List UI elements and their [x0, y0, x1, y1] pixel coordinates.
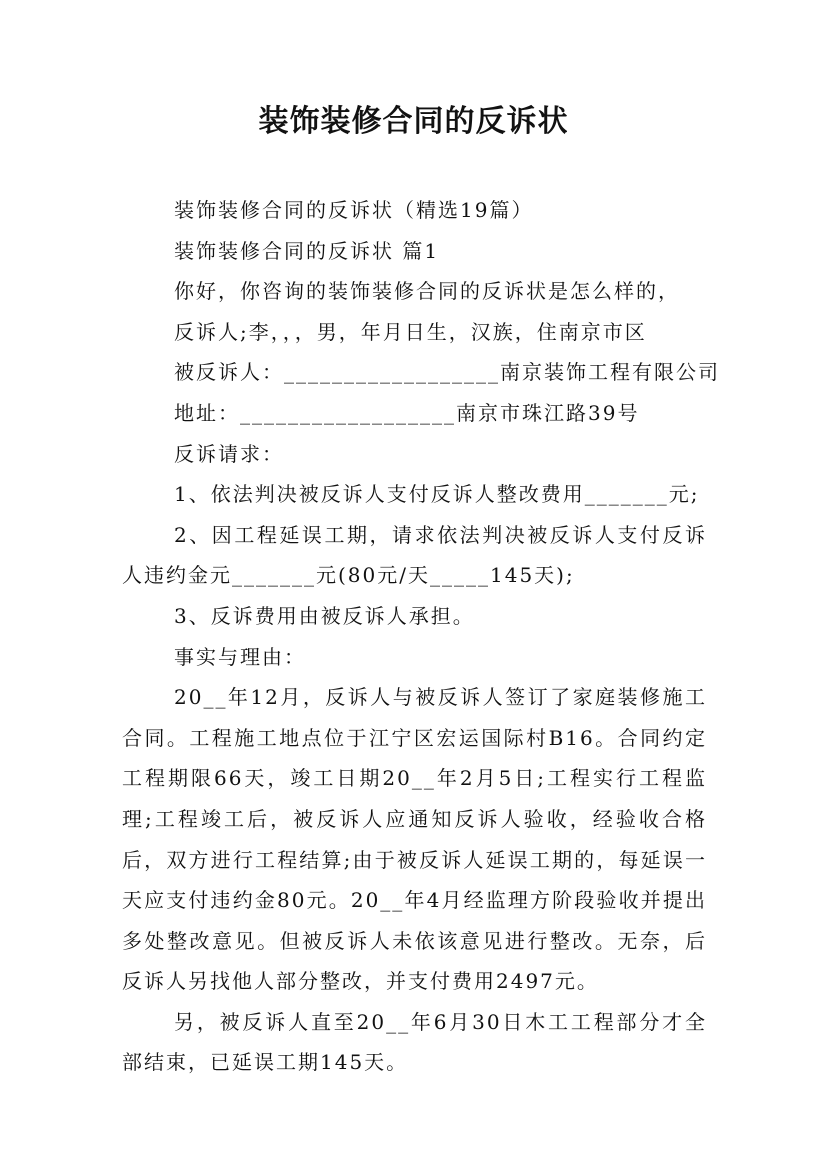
- additional-facts-paragraph: 另，被反诉人直至20__年6月30日木工工程部分才全部结束，已延误工期145天。: [122, 1009, 707, 1075]
- document-title: 装饰装修合同的反诉状: [258, 104, 569, 139]
- section-heading: 装饰装修合同的反诉状 篇1: [174, 238, 440, 263]
- counterclaimant-info: 反诉人;李，，，男，年月日生，汉族，住南京市区: [174, 319, 647, 344]
- claim-item-1: 1、依法判决被反诉人支付反诉人整改费用_______元;: [174, 482, 700, 507]
- claims-heading: 反诉请求：: [174, 441, 284, 466]
- respondent-info: 被反诉人：__________________南京装饰工程有限公司: [174, 360, 720, 385]
- claim-item-3: 3、反诉费用由被反诉人承担。: [174, 603, 475, 628]
- claim-item-2: 2、因工程延误工期，请求依法判决被反诉人支付反诉人违约金元_______元(80元/天_____145天);: [122, 522, 707, 588]
- document-body: [122, 190, 720, 1083]
- greeting-paragraph: 你好，你咨询的装饰装修合同的反诉状是怎么样的，: [174, 279, 680, 304]
- facts-paragraph: 20__年12月，反诉人与被反诉人签订了家庭装修施工合同。工程施工地点位于江宁区宏运国际村B16。合同约定工程期限66天，竣工日期20__年2月5日;工程实行工程监理;工程竣工后，被反诉人应通知反诉人验收，经验收合格后，双方进行工程结算;由于被反诉人延误工期的，每延误一天应支付违约金80元。20__年4月经监理方阶段验收并提出多处整改意见。但被反诉人未依该意见进行整改。无奈，后反诉人另找他人部分整改，并支付费用2497元。: [122, 685, 707, 994]
- address-line: 地址：__________________南京市珠江路39号: [174, 400, 640, 425]
- facts-heading: 事实与理由：: [174, 644, 306, 669]
- subtitle-paragraph: 装饰装修合同的反诉状（精选19篇）: [174, 198, 534, 222]
